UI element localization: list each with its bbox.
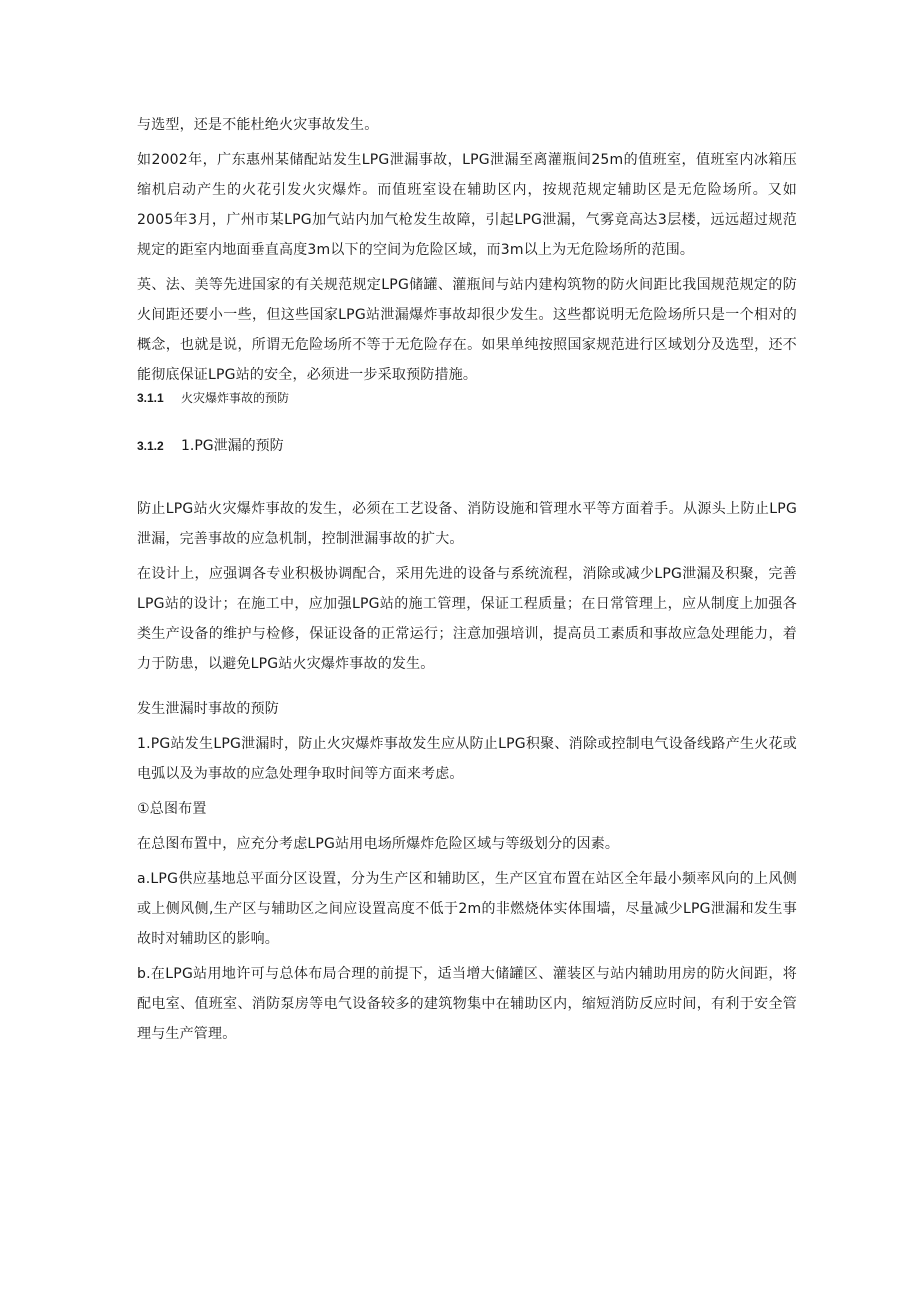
section-heading-3-1-1	[137, 388, 797, 408]
document-body	[137, 110, 797, 1054]
paragraph: 在设计上，应强调各专业积极协调配合，采用先进的设备与系统流程，消除或减少LPG泄漏及积聚，完善LPG站的设计；在施工中，应加强LPG站的施工管理，保证工程质量；在日常管理上，应从制度上加强各类生产设备的维护与检修，保证设备的正常运行；注意加强培训，提高员工素质和事故应急处理能力，着力于防患，以避免LPG站火灾爆炸事故的发生。	[137, 566, 797, 672]
section-number: 3.1.2	[137, 439, 164, 453]
section-number: 3.1.1	[137, 391, 164, 405]
list-item: a.LPG供应基地总平面分区设置，分为生产区和辅助区，生产区宜布置在站区全年最小频率风向的上风侧或上侧风侧,生产区与辅助区之间应设置高度不低于2m的非燃烧体实体围墙，尽量减少LPG泄漏和发生事故时对辅助区的影响。	[137, 871, 797, 947]
paragraph: 与选型，还是不能杜绝火灾事故发生。	[137, 117, 379, 133]
list-item: b.在LPG站用地许可与总体布局合理的前提下，适当增大储罐区、灌装区与站内辅助用房的防火间距，将配电室、值班室、消防泵房等电气设备较多的建筑物集中在辅助区内，缩短消防反应时间，有利于安全管理与生产管理。	[137, 966, 797, 1042]
section-heading-3-1-2	[137, 436, 797, 456]
section-title: 1.PG泄漏的预防	[181, 438, 284, 454]
paragraph: 1.PG站发生LPG泄漏时，防止火灾爆炸事故发生应从防止LPG积聚、消除或控制电气设备线路产生火花或电弧以及为事故的应急处理争取时间等方面来考虑。	[137, 736, 797, 782]
subheading: 发生泄漏时事故的预防	[137, 701, 279, 717]
paragraph: 防止LPG站火灾爆炸事故的发生，必须在工艺设备、消防设施和管理水平等方面着手。从源头上防止LPG泄漏，完善事故的应急机制，控制泄漏事故的扩大。	[137, 501, 797, 547]
paragraph: 如2002年，广东惠州某储配站发生LPG泄漏事故，LPG泄漏至离灌瓶间25m的值班室，值班室内冰箱压缩机启动产生的火花引发火灾爆炸。而值班室设在辅助区内，按规范规定辅助区是无危险场所。又如2005年3月，广州市某LPG加气站内加气枪发生故障，引起LPG泄漏，气雾竟高达3层楼，远远超过规范规定的距室内地面垂直高度3m以下的空间为危险区域，而3m以上为无危险场所的范围。	[137, 152, 797, 258]
section-title: 火灾爆炸事故的预防	[181, 391, 290, 405]
paragraph: 在总图布置中，应充分考虑LPG站用电场所爆炸危险区域与等级划分的因素。	[137, 836, 620, 852]
list-heading: ①总图布置	[137, 801, 207, 817]
paragraph: 英、法、美等先进国家的有关规范规定LPG储罐、灌瓶间与站内建构筑物的防火间距比我国规范规定的防火间距还要小一些，但这些国家LPG站泄漏爆炸事故却很少发生。这些都说明无危险场所只是一个相对的概念，也就是说，所谓无危险场所不等于无危险存在。如果单纯按照国家规范进行区域划分及选型，还不能彻底保证LPG站的安全，必须进一步采取预防措施。	[137, 277, 797, 383]
